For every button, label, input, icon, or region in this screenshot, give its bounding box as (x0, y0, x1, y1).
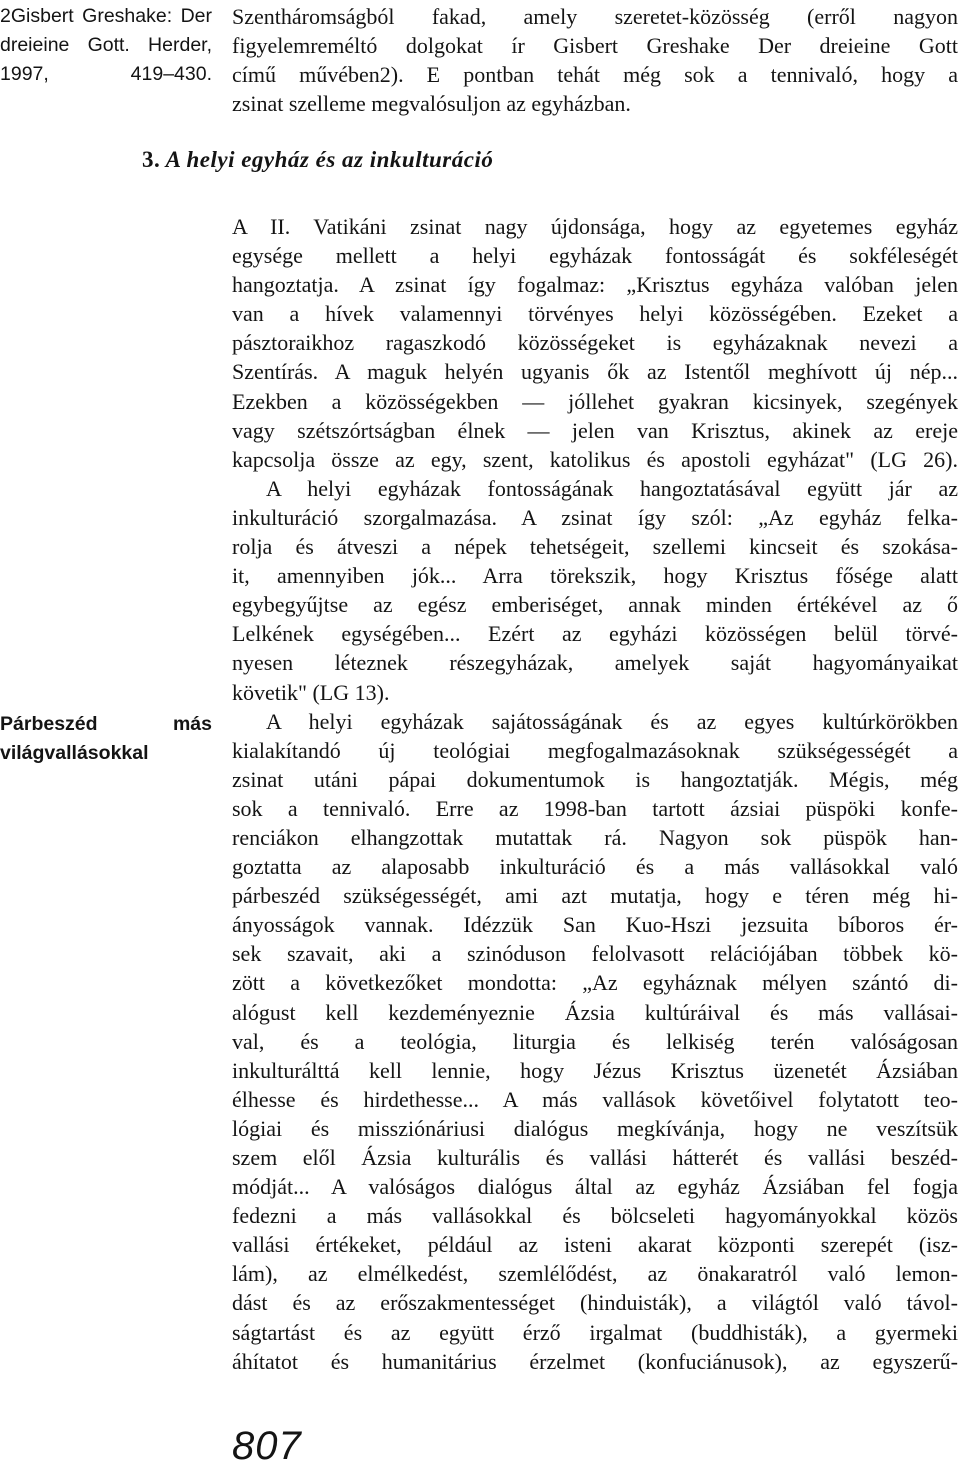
text-line: zött a következőket mondotta: „Az egyháznak mélyen szántó di- (232, 970, 958, 996)
page-number: 807 (232, 1424, 302, 1468)
text-line: párbeszéd szükségességét, ami azt mutatja, hogy e téren még hi- (232, 883, 958, 909)
text-line: alógust kell kezdeményeznie Ázsia kultúráival és más vallásai- (232, 999, 958, 1025)
margin-note-line: világvallásokkal (0, 742, 149, 764)
text-line: sek szavait, aki a szinóduson felolvasott relációjában többek kö- (232, 941, 958, 967)
text-line: A II. Vatikáni zsinat nagy újdonsága, hogy az egyetemes egyház (232, 214, 958, 239)
intro-paragraph (232, 2, 958, 118)
text-line: követik" (LG 13). (232, 679, 390, 705)
margin-note (0, 710, 212, 768)
text-line: pásztoraikhoz ragaszkodó közösségeket is egyházaknak nevezi a (232, 330, 958, 356)
text-line: sok a tennivaló. Erre az 1998-ban tartott ázsiai püspöki konfe- (232, 795, 958, 821)
text-line: vagy szétszórtságban élnek — jelen van Krisztus, akinek az ereje (232, 417, 958, 443)
paragraph-2 (232, 474, 958, 707)
section-title: A helyi egyház és az inkulturáció (165, 147, 494, 172)
text-line: egysége mellett a helyi egyházak fontosságát és sokféleségét (232, 243, 958, 269)
paragraph-3 (232, 707, 958, 1376)
text-line: it, amennyiben jók... Arra törekszik, hogy Krisztus fősége alatt (232, 563, 958, 589)
text-line: lógiai és missziónáriusi dialógus megkívánja, hogy ne veszítsük (232, 1115, 958, 1141)
text-line: inkulturáció szorgalmazása. A zsinat így szól: „Az egyház felka- (232, 504, 958, 530)
text-line: van a hívek valamennyi törvényes helyi közösségében. Ezeket a (232, 301, 958, 327)
text-line: szem elől Ázsia kulturális és vallási hátterét és vallási beszéd- (232, 1145, 958, 1170)
text-line: A helyi egyházak sajátosságának és az egyes kultúrkörökben (266, 708, 958, 734)
text-line: A helyi egyházak fontosságának hangoztatásával együtt jár az (266, 475, 958, 501)
text-line: kialakítandó új teológiai megfogalmazásoknak szükségességét a (232, 737, 958, 763)
text-line: inkulturálttá kell lennie, hogy Jézus Krisztus üzenetét Ázsiában (232, 1057, 958, 1083)
text-line: dást és az erőszakmentességet (hinduisták), a világtól való távol- (232, 1290, 958, 1316)
text-line: című művében2). E pontban tehát még sok a tennivaló, hogy a (232, 62, 958, 88)
section-number: 3. (142, 147, 161, 172)
text-line: hangoztatja. A zsinat így fogalmaz: „Krisztus egyháza valóban jelen (232, 272, 958, 298)
text-line: renciákon elhangzottak mutattak rá. Nagyon sok püspök han- (232, 824, 958, 850)
text-line: Szentháromságból fakad, amely szeretet-közösség (erről nagyon (232, 4, 958, 29)
text-line: módját... A valóságos dialógus által az egyház Ázsiában fel fogja (232, 1174, 958, 1200)
text-line: zsinat utáni pápai dokumentumok is hangoztatják. Mégis, még (232, 766, 958, 792)
text-line: egybegyűjtse az egész emberiséget, annak minden értékével az ő (232, 592, 958, 618)
footnote-line: 1997, 419–430. (0, 63, 212, 85)
text-line: nyesen léteznek részegyházak, amelyek saját hagyományaikat (232, 650, 958, 676)
footnote (0, 2, 212, 89)
text-line: rolja és átveszi a népek tehetségeit, szellemi kincseit és szokása- (232, 534, 958, 560)
margin-note-line: Párbeszéd más (0, 713, 212, 735)
text-line: élhesse és hirdethesse... A más vallások követőivel folytatott teo- (232, 1086, 958, 1112)
footnote-line: dreieine Gott. Herder, (0, 34, 212, 56)
text-line: ányosságok vannak. Idézzük San Kuo-Hszi jezsuita bíboros ér- (232, 912, 958, 938)
text-line: Szentírás. A maguk helyén ugyanis ők az Istentől meghívott új nép... (232, 359, 958, 385)
text-line: goztatta az alaposabb inkulturáció és a más vallásokkal való (232, 854, 958, 880)
text-line: ságtartást és az együtt érző irgalmat (buddhisták), a gyermeki (232, 1319, 958, 1345)
paragraph-1 (232, 212, 958, 474)
footnote-line: 2Gisbert Greshake: Der (0, 5, 212, 27)
body-text (232, 212, 958, 1376)
text-line: áhítatot és humanitárius érzelmet (konfuciánusok), az egyszerű- (232, 1348, 958, 1374)
text-line: vallási értékeket, például az isteni akarat központi szerepét (isz- (232, 1232, 958, 1258)
text-line: fedezni a más vallásokkal és bölcseleti hagyományokkal közös (232, 1203, 958, 1229)
text-line: zsinat szelleme megvalósuljon az egyházban. (232, 91, 631, 117)
text-line: Lelkének egységében... Ezért az egyházi közösségen belül törvé- (232, 621, 958, 647)
text-line: kapcsolja össze az egy, szent, katolikus és apostoli egyházat" (LG 26). (232, 446, 958, 472)
text-line: val, és a teológia, liturgia és lelkiség terén valóságosan (232, 1028, 958, 1054)
text-line: Ezekben a közösségekben — jóllehet gyakran kicsinyek, szegények (232, 388, 958, 414)
section-heading (142, 147, 493, 173)
text-line: figyelemreméltó dolgokat ír Gisbert Greshake Der dreieine Gott (232, 33, 958, 59)
text-line: lám), az elmélkedést, szemlélődést, az önakaratról való lemon- (232, 1261, 958, 1287)
